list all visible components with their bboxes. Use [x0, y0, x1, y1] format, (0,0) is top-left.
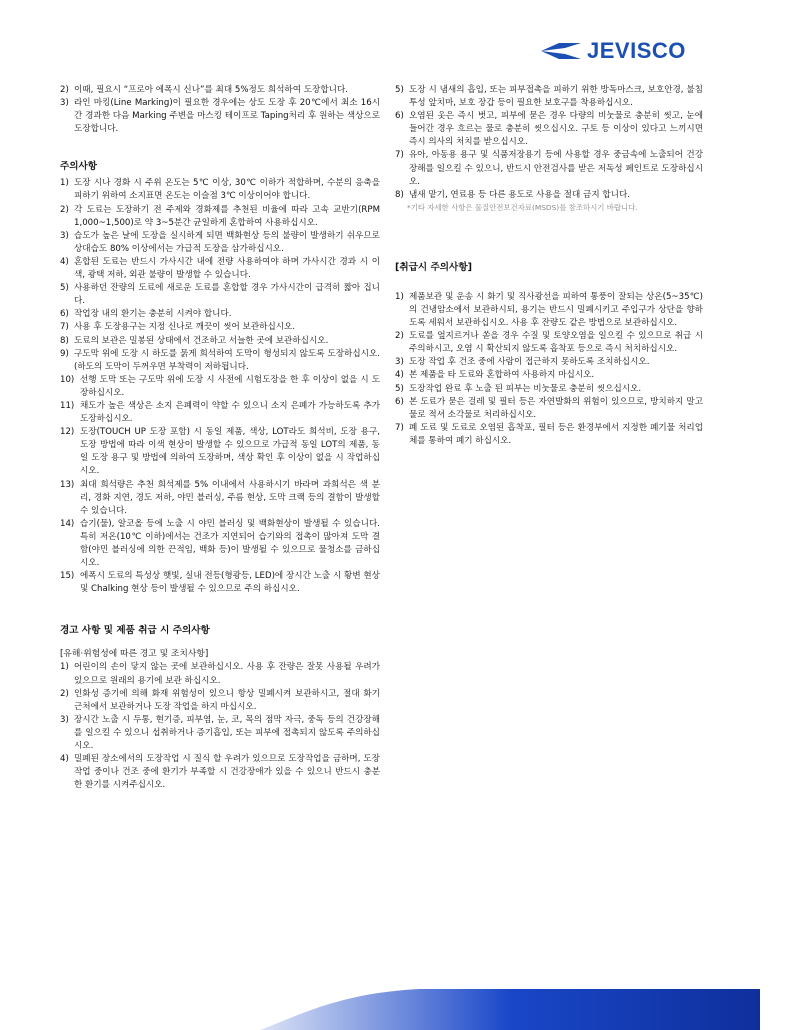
hazard-list — [60, 661, 380, 792]
item-number: 4) — [60, 754, 69, 765]
item-number: 2) — [60, 688, 69, 699]
list-item — [60, 479, 380, 518]
item-number: 5) — [60, 283, 69, 294]
item-text: 인화성 증기에 의해 화재 위험성이 있으니 항상 밀폐시켜 보관하시고, 절대 화기 근처에서 보관하거나 도장 작업을 하지 마십시오. — [74, 688, 380, 712]
intro-list — [60, 84, 380, 136]
item-text: 습도가 높은 날에 도장을 실시하게 되면 백화현상 등의 불량이 발생하기 쉬우므로 상대습도 80% 이상에서는 가급적 도장을 삼가하십시오. — [74, 230, 380, 254]
jevisco-swoosh-icon — [539, 40, 583, 62]
list-item — [60, 204, 380, 230]
list-item — [60, 661, 380, 687]
item-text: 밀폐된 장소에서의 도장작업 시 질식 할 우려가 있으므로 도장작업을 금하며, 도장작업 중이나 건조 중에 환기가 부족할 시 건강장애가 있을 수 있으니 반드시 충분한 환기를 시켜주십시오. — [74, 754, 380, 791]
item-text: 에폭시 도료의 특성상 햇빛, 실내 전등(형광등, LED)에 장시간 노출 시 황변 현상 및 Chalking 현상 등이 발생될 수 있으므로 주의 하십시오. — [80, 571, 380, 595]
item-number: 6) — [60, 309, 69, 320]
brand-name: JEVISCO — [587, 38, 686, 63]
left-column — [60, 84, 380, 792]
list-item — [60, 308, 380, 321]
item-text: 선행 도막 또는 구도막 위에 도장 시 사전에 시험도장을 한 후 이상이 없을 시 도장하십시오. — [80, 374, 380, 398]
item-text: 도료를 엎지르거나 쏟을 경우 수질 및 토양오염을 일으킬 수 있으므로 취급 시 주의하시고, 오염 시 확산되지 않도록 흡착포 등으로 즉시 처치하십시오. — [409, 331, 703, 355]
item-text: 혼합된 도료는 반드시 가사시간 내에 전량 사용하여야 하며 가사시간 경과 시 이색, 광택 저하, 외관 불량이 발생할 수 있습니다. — [74, 256, 380, 281]
item-number: 8) — [395, 189, 404, 200]
list-item — [60, 518, 380, 570]
item-text: 폐 도료 및 도료로 오염된 흡착포, 필터 등은 환경부에서 지정한 폐기물 처리업체를 통하여 폐기 하십시오. — [409, 422, 703, 446]
list-item — [395, 291, 703, 330]
item-text: 작업장 내의 환기는 충분히 시켜야 합니다. — [74, 309, 232, 320]
list-item — [60, 688, 380, 714]
list-item — [60, 400, 380, 426]
item-text: 이때, 필요시 “프로아 에폭시 신나”를 최대 5%정도 희석하여 도장합니다. — [74, 85, 348, 95]
item-number: 7) — [395, 422, 404, 433]
item-number: 3) — [60, 230, 69, 241]
item-text: 도장작업 완료 후 노출 된 피부는 비눗물로 충분히 씻으십시오. — [409, 383, 642, 394]
item-text: 도료의 보관은 밀봉된 상태에서 건조하고 서늘한 곳에 보관하십시오. — [74, 335, 329, 346]
item-number: 3) — [60, 98, 69, 109]
item-number: 11) — [60, 400, 75, 411]
item-number: 3) — [395, 357, 404, 368]
item-number: 2) — [395, 331, 404, 342]
item-number: 1) — [60, 662, 69, 673]
item-number: 1) — [395, 291, 404, 302]
list-item — [60, 84, 380, 97]
handling-title: [취급시 주의사항] — [395, 261, 472, 273]
list-item — [60, 570, 380, 596]
item-number: 5) — [395, 383, 404, 394]
item-number: 10) — [60, 374, 75, 385]
item-number: 7) — [395, 150, 404, 161]
item-number: 6) — [395, 111, 404, 122]
list-item — [60, 282, 380, 308]
item-number: 4) — [60, 256, 69, 267]
handling-list — [395, 291, 703, 448]
caution-title: 주의사항 — [60, 161, 98, 173]
list-item — [60, 321, 380, 334]
item-text: 도장 작업 후 건조 중에 사람이 접근하지 못하도록 조치하십시오. — [409, 357, 650, 368]
item-number: 7) — [60, 322, 69, 333]
item-text: 각 도료는 도장하기 전 주제와 경화제를 추천된 비율에 따라 고속 교반기(RPM 1,000~1,500)로 약 3~5분간 균일하게 혼합하여 사용하십시오. — [74, 204, 380, 228]
item-text: 도장 시 냄새의 흡입, 또는 피부접촉을 피하기 위한 방독마스크, 보호안경, 불침투성 앞치마, 보호 장갑 등이 필요한 보호구를 착용하십시오. — [409, 85, 703, 109]
jevisco-logo — [539, 38, 709, 64]
list-item — [60, 348, 380, 374]
item-text: 어린이의 손이 닿지 않는 곳에 보관하십시오. 사용 후 잔량은 잘못 사용될 우려가 있으므로 원래의 용기에 보관 하십시오. — [74, 662, 380, 686]
right-column — [395, 84, 703, 448]
item-number: 2) — [60, 85, 69, 95]
list-item — [60, 374, 380, 400]
list-item — [60, 97, 380, 136]
item-number: 12) — [60, 427, 75, 438]
list-item — [60, 335, 380, 348]
item-text: 채도가 높은 색상은 소지 은폐력이 약할 수 있으니 소지 은폐가 가능하도록 추가 도장하십시오. — [80, 400, 380, 425]
list-item — [395, 356, 703, 369]
item-text: 구도막 위에 도장 시 하도를 묽게 희석하여 도막이 형성되지 않도록 도장하십시오. (하도의 도막이 두꺼우면 부착력이 저하됩니다. — [74, 348, 380, 372]
item-text: 습기(물), 알코올 등에 노출 시 야민 블러싱 및 백화현상이 발생될 수 있습니다. 특히 저온(10℃ 이하)에서는 건조가 지연되어 습기와의 접촉이 많아져 도막 결함(야민 블러싱에 의한 끈적임, 백화 등)이 발생될 수 있으므로 물청소를 금하십시오. — [80, 518, 380, 569]
list-item — [395, 84, 703, 110]
item-text: 본 도료가 묻은 걸레 및 필터 등은 자연발화의 위험이 있으므로, 방치하지 말고 물로 적셔 소각물로 처리하십시오. — [409, 396, 703, 420]
list-item — [395, 396, 703, 422]
item-number: 6) — [395, 396, 404, 407]
list-item — [60, 230, 380, 256]
warning-title: 경고 사항 및 제품 취급 시 주의사항 — [60, 625, 210, 637]
list-item — [395, 383, 703, 396]
item-text: 사용하던 잔량의 도료에 새로운 도료를 혼합할 경우 가사시간이 급격히 짧아 집니다. — [74, 283, 380, 307]
item-number: 13) — [60, 479, 75, 490]
list-item — [60, 177, 380, 203]
item-text: 라인 마킹(Line Marking)이 필요한 경우에는 상도 도장 후 20℃에서 최소 16시간 경과한 다음 Marking 주변을 마스킹 테이프로 Taping처리 후 원하는 색상으로 도장합니다. — [74, 98, 380, 135]
list-item — [395, 110, 703, 149]
hazard-list-continued — [395, 84, 703, 202]
list-item — [60, 714, 380, 753]
item-number: 1) — [60, 178, 69, 189]
item-text: 유아, 아동용 용구 및 식품저장용기 등에 사용할 경우 중금속에 노출되어 건강장해를 일으킬 수 있으니, 반드시 안전검사를 받은 저독성 페인트로 도장하십시오. — [409, 150, 703, 187]
item-number: 14) — [60, 518, 75, 529]
hazard-subtitle: [유해·위험성에 따른 경고 및 조치사항] — [60, 649, 209, 660]
item-text: 최대 희석량은 추천 희석제를 5% 이내에서 사용하시기 바라며 과희석은 색 분리, 경화 지연, 경도 저하, 야민 블러싱, 주름 현상, 도막 크랙 등의 결함이 발생할 수 있습니다. — [80, 479, 380, 516]
item-number: 2) — [60, 204, 69, 215]
list-item — [395, 149, 703, 188]
item-number: 4) — [395, 370, 404, 381]
item-number: 9) — [60, 348, 69, 359]
item-text: 사용 후 도장용구는 지정 신나로 깨끗이 씻어 보관하십시오. — [74, 322, 296, 333]
list-item — [395, 422, 703, 448]
list-item — [395, 369, 703, 382]
caution-list — [60, 177, 380, 596]
item-number: 8) — [60, 335, 69, 346]
item-text: 도장(TOUCH UP 도장 포함) 시 동일 제품, 색상, LOT라도 희석비, 도장 용구, 도장 방법에 따라 이색 현상이 발생할 수 있으므로 가급적 동일 LOT의 제품, 동일 도장 용구 및 방법에 의하여 도장하며, 색상 확인 후 이상이 없을 시 작업하십시오. — [80, 427, 380, 477]
item-text: 도장 시나 경화 시 주위 온도는 5℃ 이상, 30℃ 이하가 적합하며, 수분의 응축을 피하기 위하여 소지표면 온도는 이슬점 3℃ 이상이어야 합니다. — [74, 178, 380, 202]
item-text: 제품보관 및 운송 시 화기 및 직사광선을 피하여 통풍이 잘되는 상온(5~35℃)의 건냉암소에서 보관하시되, 용기는 반드시 밀폐시키고 주입구가 상단을 향하도록 세워서 보관하십시오. 사용 후 잔량도 같은 방법으로 보관하십시오. — [409, 291, 703, 329]
list-item — [60, 426, 380, 478]
list-item — [60, 753, 380, 792]
item-text: 오염된 옷은 즉시 벗고, 피부에 묻은 경우 다량의 비눗물로 충분히 씻고, 눈에 들어간 경우 흐르는 물로 충분히 씻으십시오. 구토 등 이상이 있다고 느끼시면 즉시 의사의 처치를 받으십시오. — [409, 111, 703, 148]
list-item — [395, 189, 703, 202]
item-number: 3) — [60, 714, 69, 725]
item-number: 15) — [60, 571, 75, 582]
item-text: 냄새 맡기, 연료용 등 다른 용도로 사용을 절대 금지 합니다. — [409, 189, 630, 200]
msds-note: *기타 자세한 사항은 물질안전보건자료(MSDS)를 참조하시기 바랍니다. — [407, 202, 638, 212]
list-item — [60, 256, 380, 282]
item-number: 5) — [395, 85, 404, 95]
item-text: 본 제품을 타 도료와 혼합하여 사용하지 마십시오. — [409, 370, 595, 381]
list-item — [395, 330, 703, 356]
footer-wave — [0, 975, 800, 1030]
item-text: 장시간 노출 시 두통, 현기증, 피부염, 눈, 코, 목의 점막 자극, 중독 등의 건강장해를 일으킬 수 있으니 섭취하거나 증기흡입, 또는 피부에 접촉되지 않도록 주의하십시오. — [74, 714, 380, 752]
